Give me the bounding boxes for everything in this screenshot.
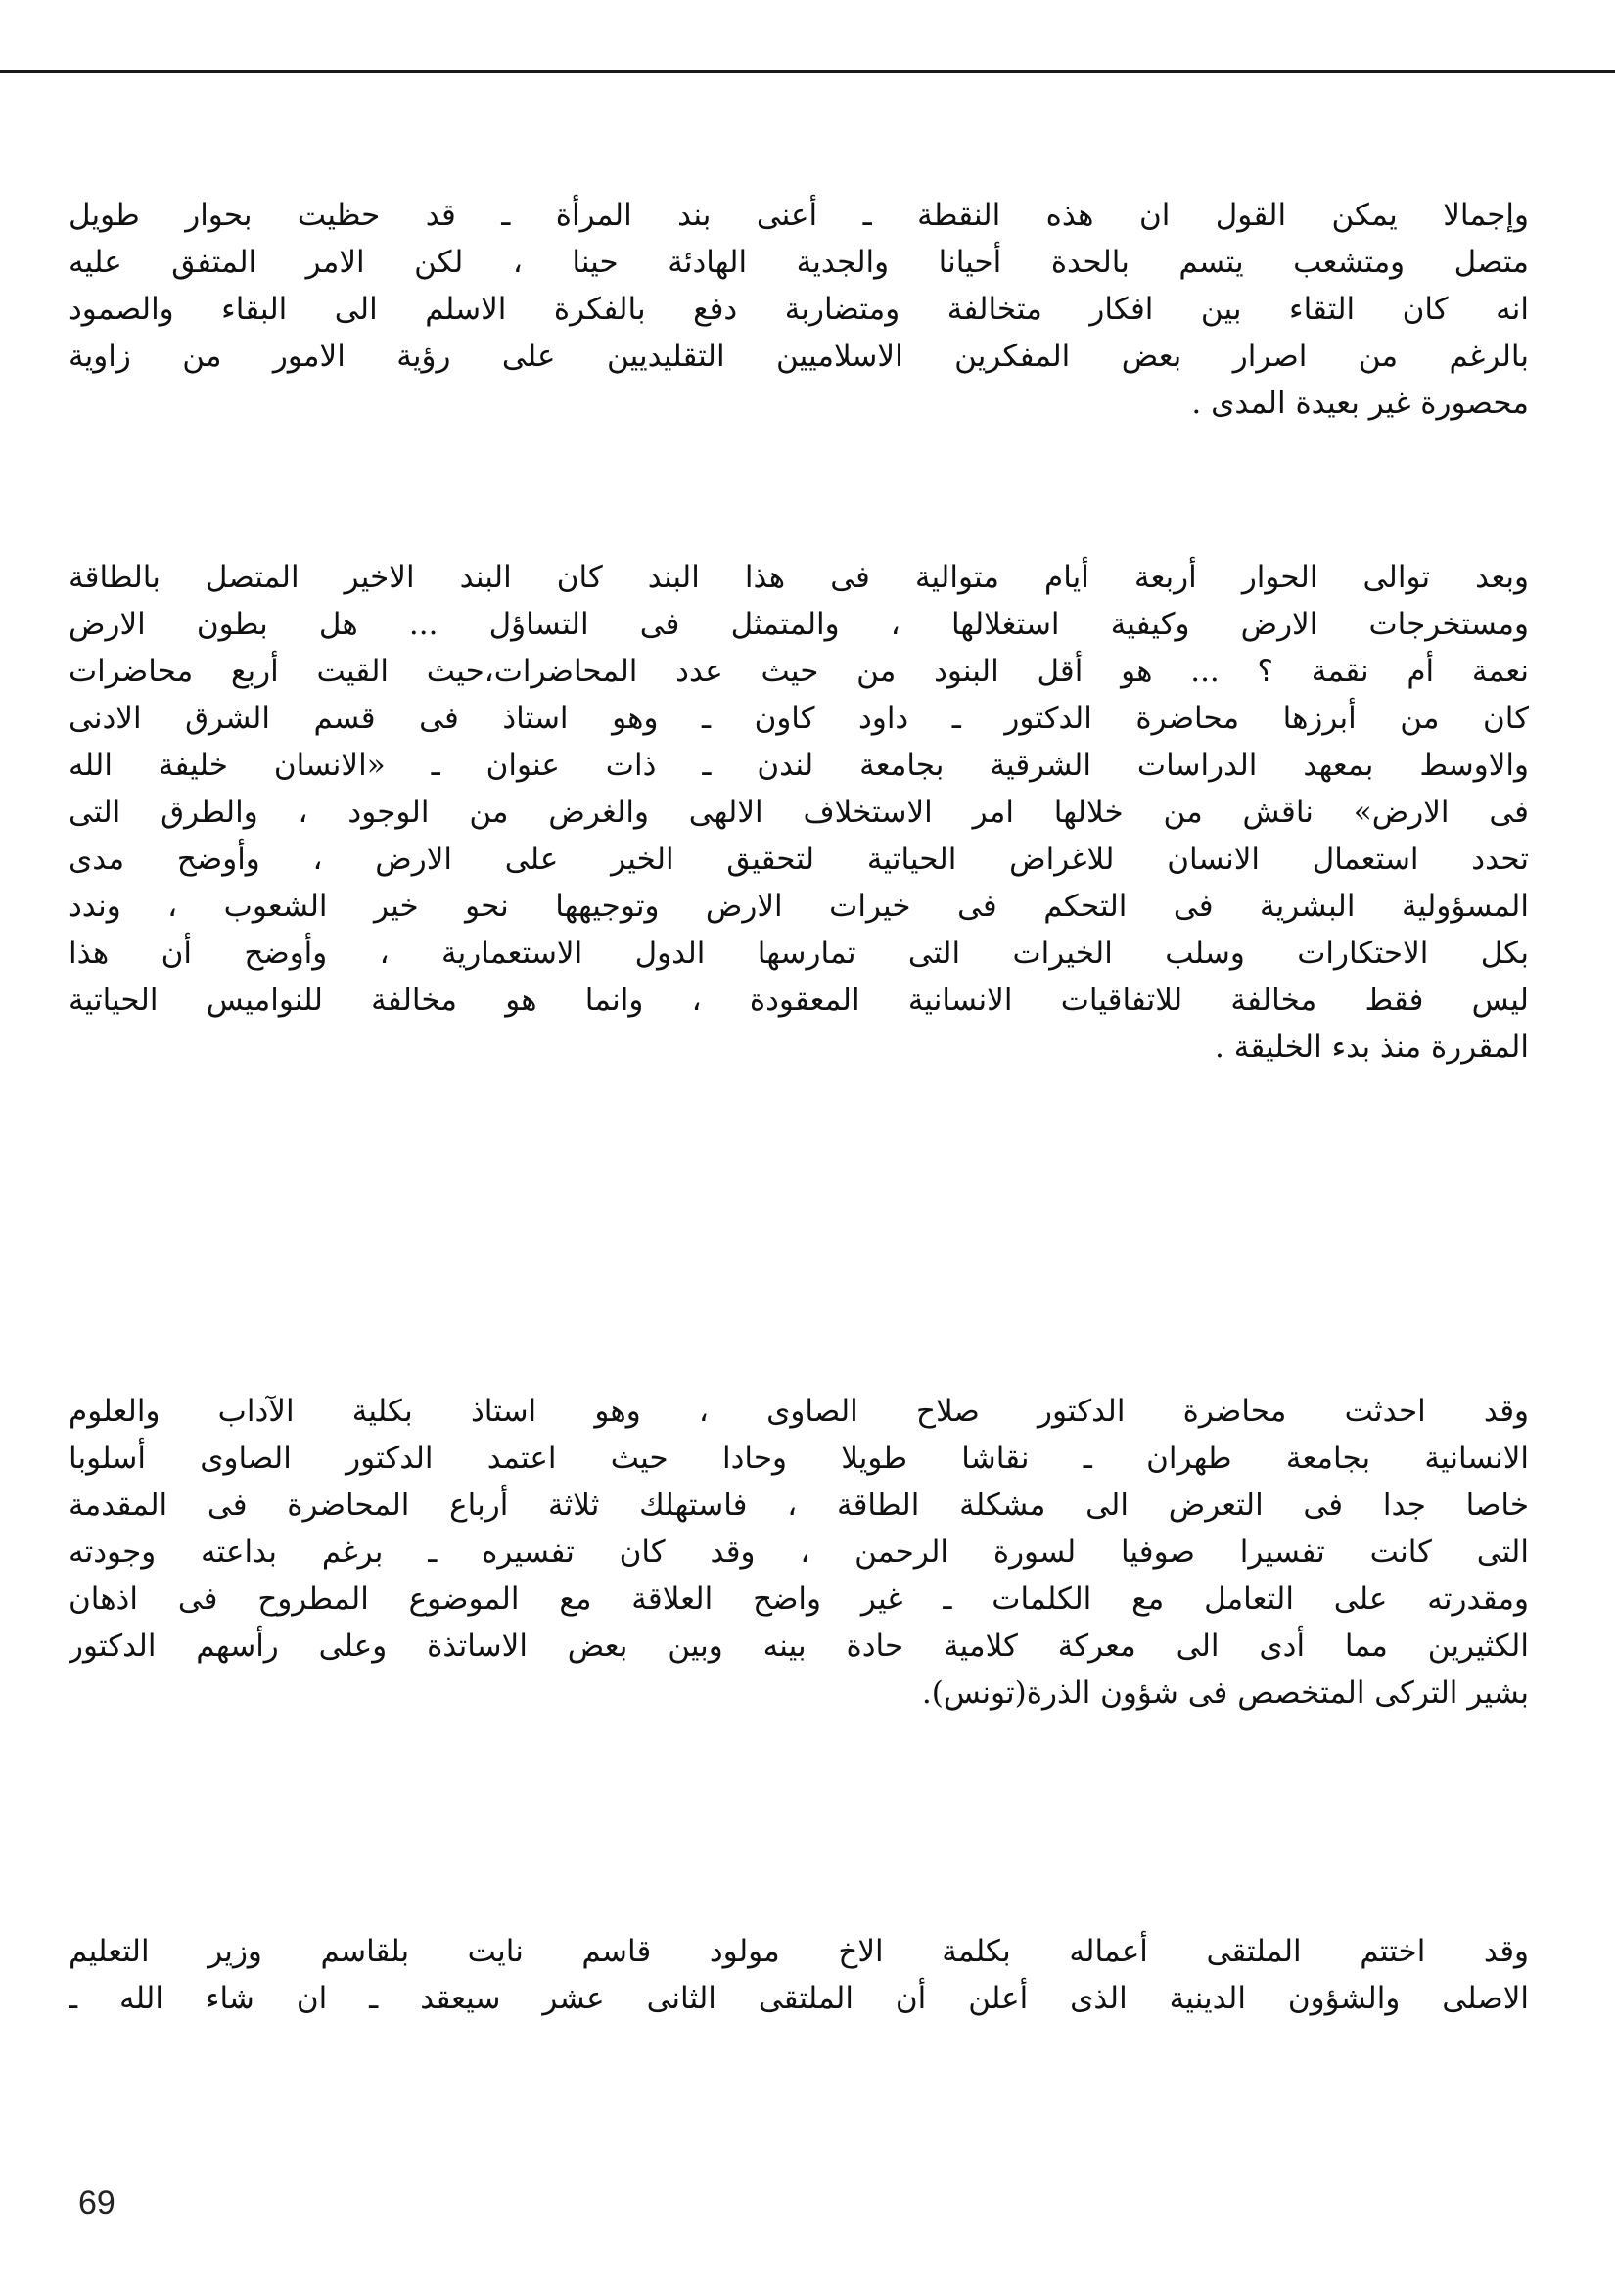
- text-line: الكثيرين مما أدى الى معركة كلامية حادة بينه وبين بعض الاساتذة وعلى رأسهم الدكتور: [69, 1629, 1529, 1664]
- text-line: تحدد استعمال الانسان للاغراض الحياتية لتحقيق الخير على الارض ، وأوضح مدى: [69, 842, 1529, 877]
- text-line: ومستخرجات الارض وكيفية استغلالها ، والمتمثل فى التساؤل ... هل بطون الارض: [69, 607, 1529, 642]
- text-line: التى كانت تفسيرا صوفيا لسورة الرحمن ، وقد كان تفسيره ـ برغم بداعته وجودته: [69, 1535, 1529, 1570]
- text-line: انه كان التقاء بين افكار متخالفة ومتضاربة دفع بالفكرة الاسلم الى البقاء والصمود: [69, 292, 1529, 327]
- text-line: ومقدرته على التعامل مع الكلمات ـ غير واضح العلاقة مع الموضوع المطروح فى اذهان: [69, 1582, 1529, 1617]
- text-line: نعمة أم نقمة ؟ ... هو أقل البنود من حيث عدد المحاضرات،حيث القيت أربع محاضرات: [69, 654, 1529, 689]
- paragraph-2: [69, 554, 1529, 1071]
- text-line: المقررة منذ بدء الخليقة .: [1215, 1030, 1529, 1065]
- paragraph-3: [69, 1388, 1529, 1717]
- text-line: وإجمالا يمكن القول ان هذه النقطة ـ أعنى بند المرأة ـ قد حظيت بحوار طويل: [69, 198, 1529, 233]
- text-line: بشير التركى المتخصص فى شؤون الذرة(تونس).: [921, 1676, 1529, 1711]
- text-line: خاصا جدا فى التعرض الى مشكلة الطاقة ، فاستهلك ثلاثة أرباع المحاضرة فى المقدمة: [69, 1488, 1529, 1523]
- text-line: بكل الاحتكارات وسلب الخيرات التى تمارسها الدول الاستعمارية ، وأوضح أن هذا: [69, 936, 1529, 971]
- text-line: والاوسط بمعهد الدراسات الشرقية بجامعة لندن ـ ذات عنوان ـ «الانسان خليفة الله: [69, 748, 1529, 783]
- text-line: ليس فقط مخالفة للاتفاقيات الانسانية المعقودة ، وانما هو مخالفة للنواميس الحياتية: [69, 983, 1529, 1018]
- text-line: وقد اختتم الملتقى أعماله بكلمة الاخ مولود قاسم نايت بلقاسم وزير التعليم: [69, 1934, 1529, 1969]
- text-line: وبعد توالى الحوار أربعة أيام متوالية فى هذا البند كان البند الاخير المتصل بالطاقة: [69, 560, 1529, 595]
- text-line: فى الارض» ناقش من خلالها امر الاستخلاف الالهى والغرض من الوجود ، والطرق التى: [69, 795, 1529, 830]
- text-line: الاصلى والشؤون الدينية الذى أعلن أن الملتقى الثانى عشر سيعقد ـ ان شاء الله ـ: [69, 1981, 1529, 2016]
- text-line: بالرغم من اصرار بعض المفكرين الاسلاميين التقليديين على رؤية الامور من زاوية: [69, 339, 1529, 374]
- text-line: متصل ومتشعب يتسم بالحدة أحيانا والجدية الهادئة حينا ، لكن الامر المتفق عليه: [69, 245, 1529, 280]
- text-line: كان من أبرزها محاضرة الدكتور ـ داود كاون ـ وهو استاذ فى قسم الشرق الادنى: [69, 701, 1529, 736]
- paragraph-4: [69, 1928, 1529, 2022]
- text-line: محصورة غير بعيدة المدى .: [1191, 386, 1529, 421]
- text-line: المسؤولية البشرية فى التحكم فى خيرات الارض وتوجيهها نحو خير الشعوب ، وندد: [69, 889, 1529, 924]
- page-number: 69: [78, 2184, 115, 2222]
- text-line: الانسانية بجامعة طهران ـ نقاشا طويلا وحادا حيث اعتمد الدكتور الصاوى أسلوبا: [69, 1441, 1529, 1476]
- paragraph-1: [69, 192, 1529, 427]
- text-line: وقد احدثت محاضرة الدكتور صلاح الصاوى ، وهو استاذ بكلية الآداب والعلوم: [69, 1394, 1529, 1429]
- top-rule: [0, 70, 1615, 73]
